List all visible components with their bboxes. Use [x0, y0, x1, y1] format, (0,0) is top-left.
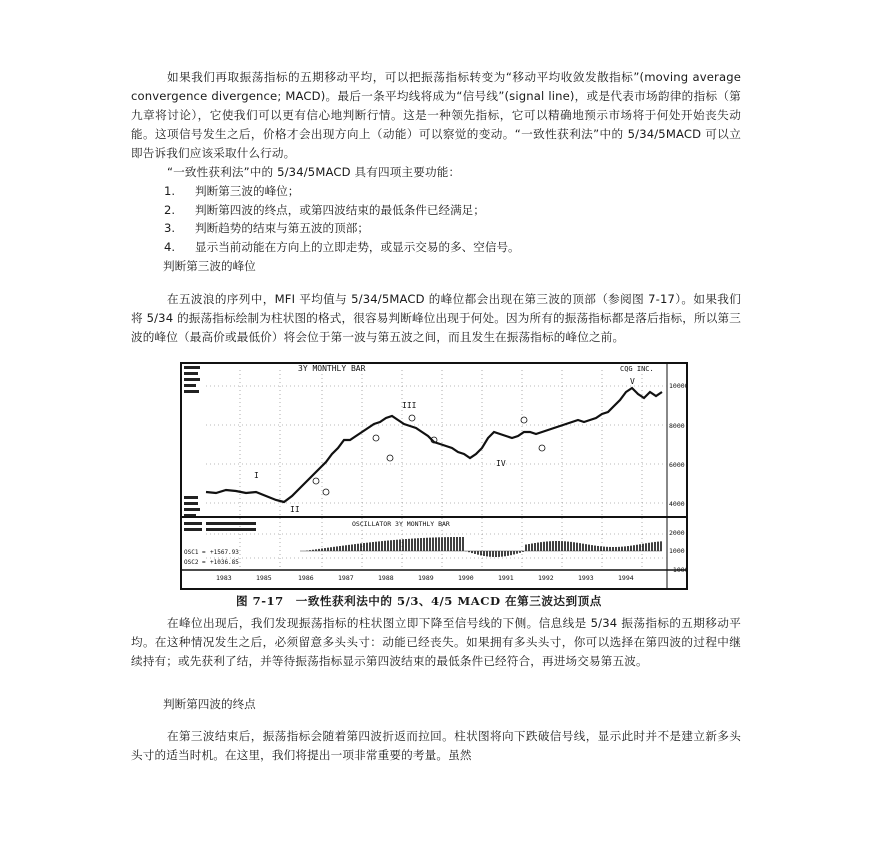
section-heading-wave4-end: 判断第四波的终点 — [163, 697, 256, 711]
svg-text:IV: IV — [496, 459, 506, 468]
svg-text:+1567.93: +1567.93 — [210, 549, 239, 556]
svg-text:OSC1 =: OSC1 = — [184, 549, 206, 556]
svg-text:1983: 1983 — [216, 574, 232, 582]
svg-text:1989: 1989 — [418, 574, 434, 582]
svg-text:2000: 2000 — [669, 529, 685, 537]
paragraph-wave4-end: 在第三波结束后，振荡指标会随着第四波折返而拉回。柱状图将向下跌破信号线，显示此时并不是建立新多头头寸的适当时机。在这里，我们将提出一项非常重要的考量。虽然 — [131, 729, 741, 762]
svg-text:1985: 1985 — [256, 574, 272, 582]
svg-text:OSCILLATOR 3Y MONTHLY BAR: OSCILLATOR 3Y MONTHLY BAR — [352, 520, 450, 528]
svg-text:+1036.85: +1036.85 — [210, 559, 239, 566]
svg-text:1000: 1000 — [669, 547, 685, 555]
list-item: 4. 显示当前动能在方向上的立即走势，或显示交易的多、空信号。 — [164, 239, 520, 254]
svg-text:III: III — [402, 401, 417, 410]
svg-text:1992: 1992 — [538, 574, 554, 582]
paragraph-functions-intro: “一致性获利法”中的 5/34/5MACD 具有四项主要功能： — [167, 165, 461, 179]
svg-text:II: II — [290, 505, 300, 514]
svg-text:OSC2 =: OSC2 = — [184, 559, 206, 566]
svg-text:1993: 1993 — [578, 574, 594, 582]
svg-text:1994: 1994 — [618, 574, 634, 582]
svg-text:3Y MONTHLY BAR: 3Y MONTHLY BAR — [298, 364, 366, 373]
wave-chart-image — [180, 362, 688, 590]
svg-text:8000: 8000 — [669, 422, 685, 430]
function-list — [164, 182, 520, 256]
svg-text:-1000: -1000 — [669, 566, 688, 574]
section-heading-wave3-peak: 判断第三波的峰位 — [163, 259, 256, 273]
paragraph-wave3-peak: 在五波浪的序列中，MFI 平均值与 5/34/5MACD 的峰位都会出现在第三波的顶部（参阅图 7-17）。如果我们将 5/34 的振荡指标绘制为柱状图的格式，很容易判断峰位出现于何处。因为所有的振荡指标都是落后指标，所以第三波的峰位（最高价或最低价）将会位于第一波与第五波之间，而且发生在振荡指标的峰位之前。 — [131, 292, 741, 344]
svg-text:CQG INC.: CQG INC. — [620, 365, 654, 373]
svg-text:4000: 4000 — [669, 500, 685, 508]
figure-7-17-chart — [180, 362, 688, 590]
svg-text:6000: 6000 — [669, 461, 685, 469]
svg-text:1990: 1990 — [458, 574, 474, 582]
svg-text:1986: 1986 — [298, 574, 314, 582]
list-item: 1. 判断第三波的峰位； — [164, 184, 300, 198]
list-item: 3. 判断趋势的结束与第五波的顶部； — [164, 221, 369, 235]
svg-text:I: I — [254, 471, 259, 480]
svg-text:1987: 1987 — [338, 574, 354, 582]
figure-caption: 图 7-17 一致性获利法中的 5/3、4/5 MACD 在第三波达到顶点 — [236, 594, 602, 608]
list-item: 2. 判断第四波的终点，或第四波结束的最低条件已经满足； — [164, 202, 485, 217]
svg-text:1988: 1988 — [378, 574, 394, 582]
svg-text:V: V — [630, 377, 635, 386]
svg-text:1991: 1991 — [498, 574, 514, 582]
svg-text:10000: 10000 — [669, 382, 688, 390]
paragraph-macd-intro: 如果我们再取振荡指标的五期移动平均，可以把振荡指标转变为“移动平均收敛发散指标”(moving average convergence divergence; MACD)。最后一条平均线将成为“信号线”(signal line)，或是代表市场韵律的指标（第九章将讨论），它使我们可以更有信心地判断行情。这是一种领先指标，它可以精确地预示市场将于何处开始丧失动能。这项信号发生之后，价格才会出现方向上（动能）可以察觉的变动。“一致性获利法”中的 5/34/5MACD 可以立即告诉我们应该采取什么行动。 — [131, 70, 741, 160]
paragraph-after-peak: 在峰位出现后，我们发现振荡指标的柱状图立即下降至信号线的下侧。信息线是 5/34 振荡指标的五期移动平均。在这种情况发生之后，必须留意多头头寸：动能已经丧失。如果拥有多头头寸，你可以选择在第四波的过程中继续持有；或先获利了结，并等待振荡指标显示第四波结束的最低条件已经符合，再进场交易第五波。 — [131, 616, 741, 668]
